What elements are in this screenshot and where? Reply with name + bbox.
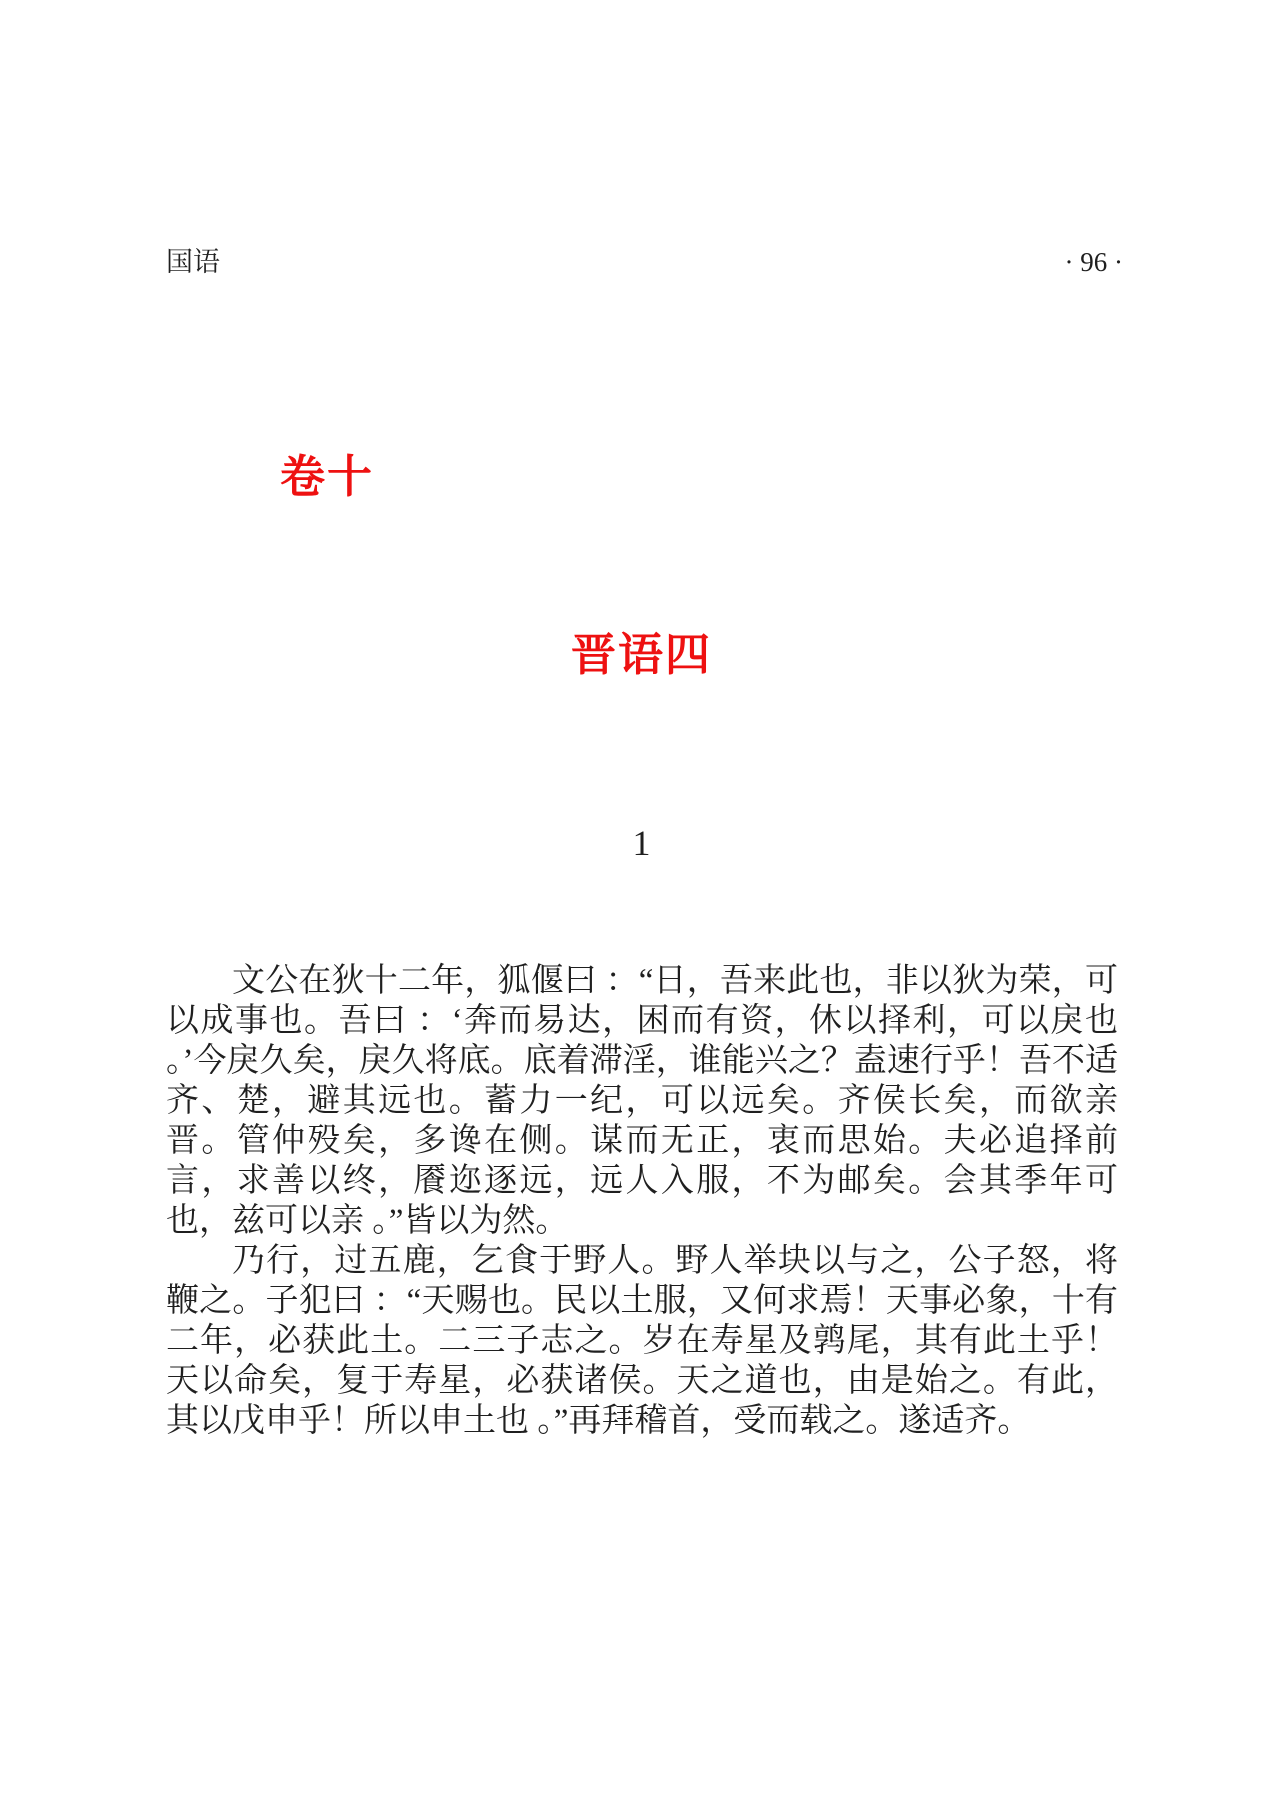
chapter-title: 卷十: [280, 451, 375, 502]
page-header: [166, 240, 1123, 279]
page-number: · 96 ·: [1064, 247, 1123, 277]
section-number: 1: [632, 823, 651, 863]
body-paragraph-2: 乃行，过五鹿，乞食于野人。野人举块以与之，公子怒，将鞭之。子犯曰 ：“天赐也。民以土服，又何求焉！天事必象，十有二年，必获此土。二三子志之。岁在寿星及鹑尾，其有此土乎！天以命矣，复于寿星，必获诸侯。天之道也，由是始之。有此，其以戊申乎！所以申土也 。”再拜稽首，受而载之。遂适齐。: [166, 1243, 1118, 1439]
body-paragraph-1: 文公在狄十二年，狐偃曰 ：“日，吾来此也，非以狄为荣，可以成事也。吾曰 ：‘奔而易达，困而有资，休以择利，可以戾也 。’今戾久矣，戾久将底。底着滞淫，谁能兴之？盍速行乎！吾不适齐、楚，避其远也。蓄力一纪，可以远矣。齐侯长矣，而欲亲晋。管仲殁矣，多谗在侧。谋而无正，衷而思始。夫必追择前言，求善以终，餍迩逐远，远人入服，不为邮矣。会其季年可也，兹可以亲 。”皆以为然。: [166, 963, 1118, 1239]
body-text: [166, 961, 1118, 1441]
section-title: 晋语四: [570, 629, 712, 680]
running-head-book-title: 国语: [166, 247, 220, 277]
